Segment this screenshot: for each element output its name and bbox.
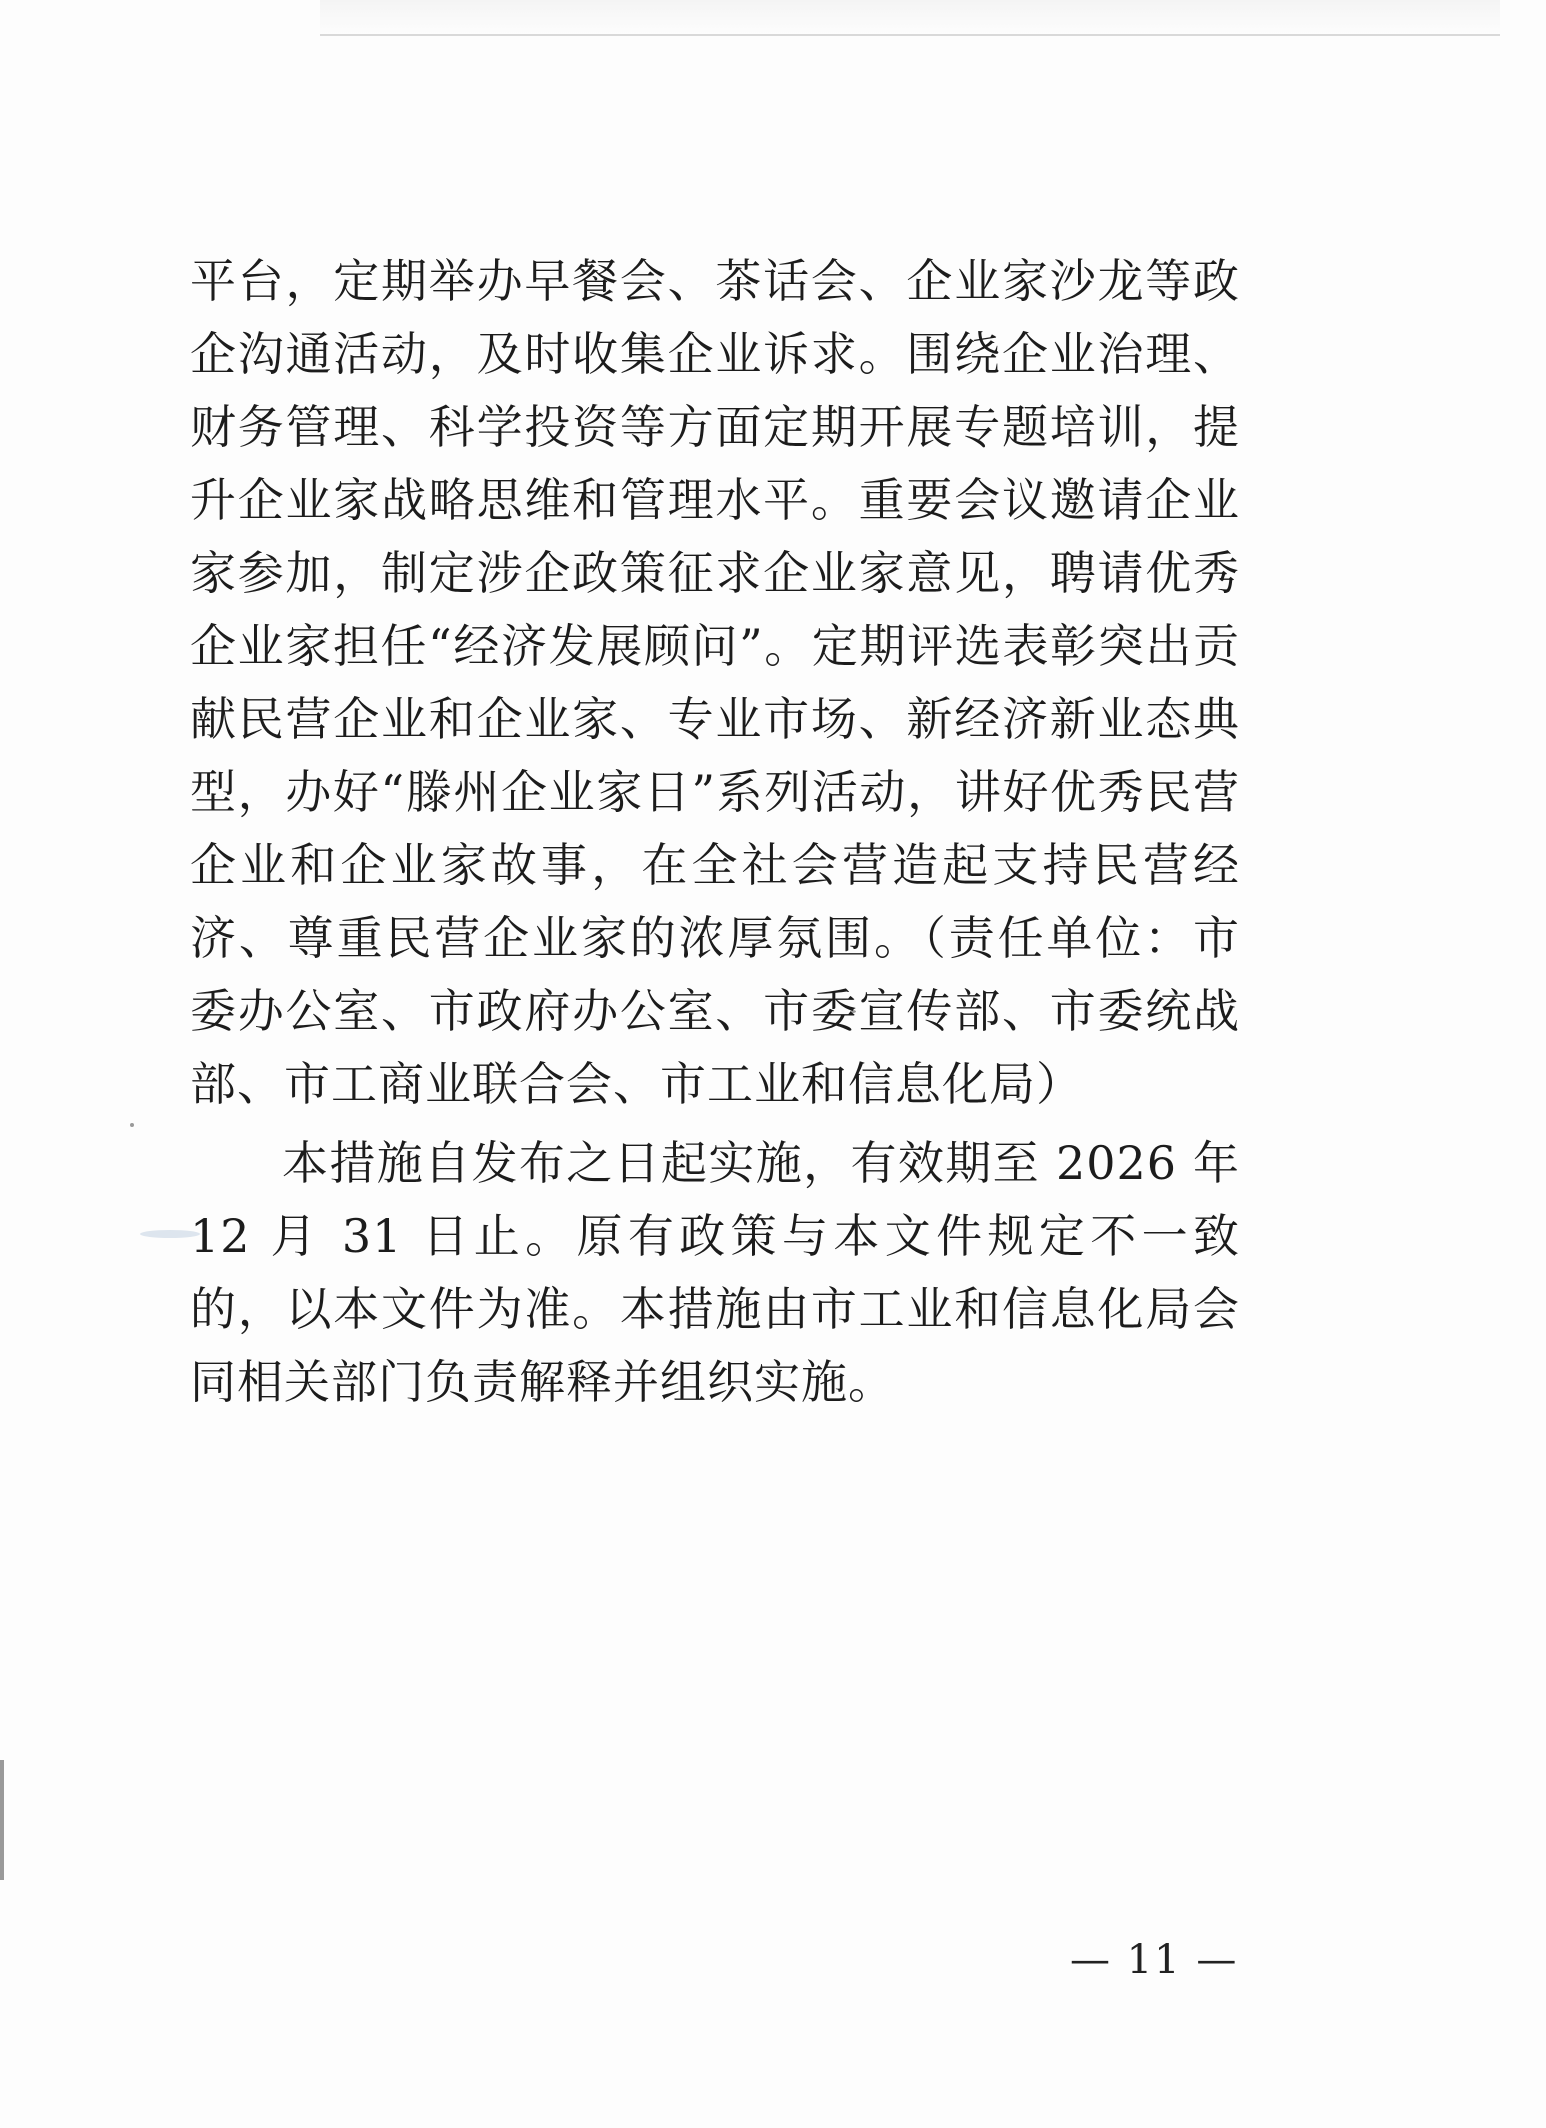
scan-top-edge [320, 0, 1500, 36]
scan-speck [130, 1123, 134, 1127]
body-paragraph-effective-date: 本措施自发布之日起实施，有效期至 2026 年 12 月 31 日止。原有政策与本文件规定不一致的，以本文件为准。本措施由市工业和信息化局会同相关部门负责解释并组织实施。 [190, 1136, 1240, 1409]
body-paragraph-continued: 平台，定期举办早餐会、茶话会、企业家沙龙等政企沟通活动，及时收集企业诉求。围绕企业治理、财务管理、科学投资等方面定期开展专题培训，提升企业家战略思维和管理水平。重要会议邀请企业家参加，制定涉企政策征求企业家意见，聘请优秀企业家担任“经济发展顾问”。定期评选表彰突出贡献民营企业和企业家、专业市场、新经济新业态典型，办好“滕州企业家日”系列活动，讲好优秀民营企业和企业家故事，在全社会营造起支持民营经济、尊重民营企业家的浓厚氛围。（责任单位：市委办公室、市政府办公室、市委宣传部、市委统战部、市工商业联合会、市工业和信息化局） [190, 254, 1240, 1111]
scan-left-edge-mark [0, 1760, 4, 1880]
page-number: — 11 — [1070, 1937, 1239, 1983]
document-body [190, 245, 1240, 1419]
